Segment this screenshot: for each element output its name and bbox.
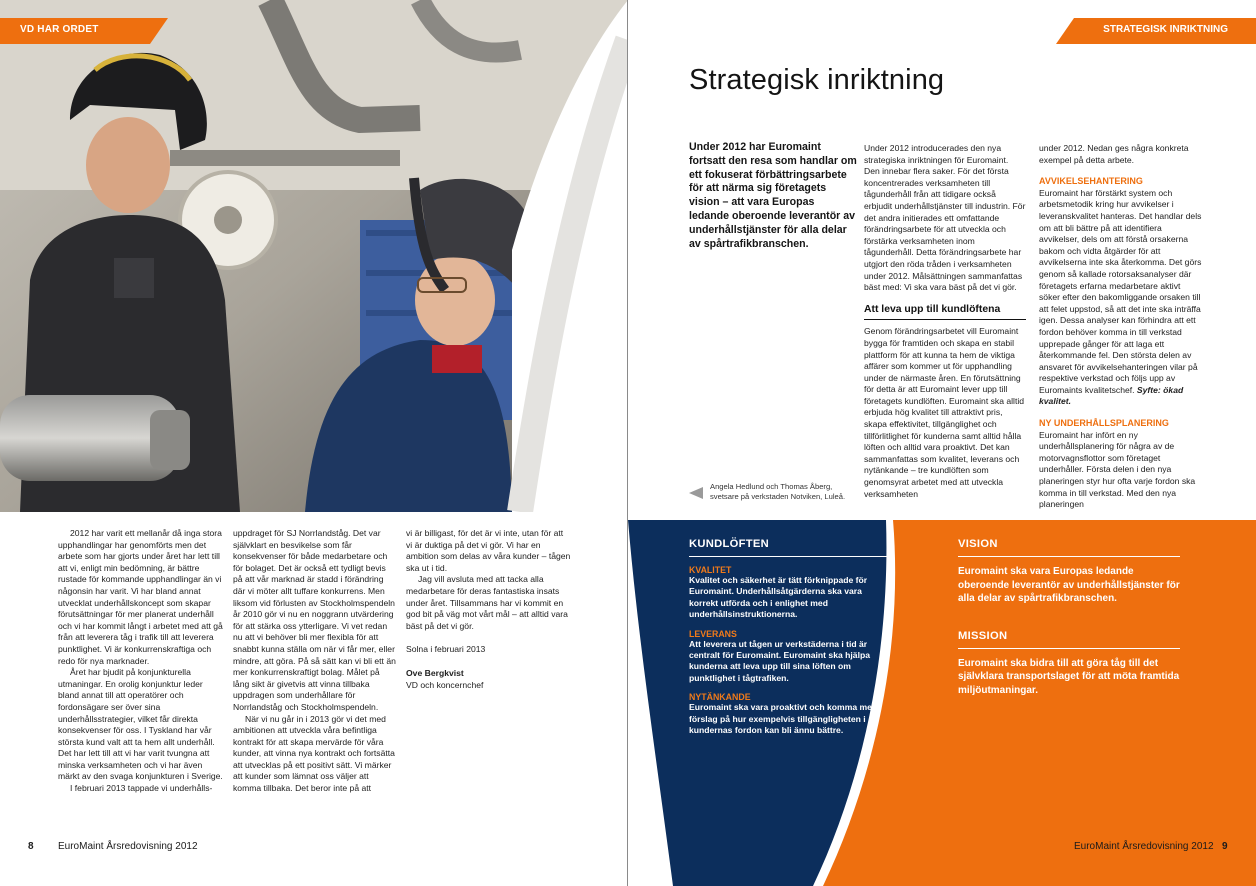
paragraph [1039,188,1203,408]
paragraph: Genom förändringsarbetet vill Euromaint bygga för framtiden och skapa en stabil plattform för att kunna ta hem de viktiga affärer som kommer ut för upphandling under de närmaste åren. En förutsättning för detta är att Euromaint lever upp till företagets kundlöften. Euromaint ska alltid erbjuda hög kvalitet till attraktivt pris, skapa effektivitet, tillgänglighet och tillförlitlighet för kunderna samt alltid hålla löften och alltid vara proaktivt. Det kan sammanfattas som kvalitet, leverans och nytänkande – tre kundlöften som genomsyrat arbetet med att utveckla verksamheten [864,326,1025,499]
section-tab-right [1056,18,1256,44]
promise-text: Kvalitet och säkerhet är tätt förknippade för Euromaint. Underhållsåtgärderna ska vara korrekt utförda och i enlighet med underhållsinstruktionerna. [689,575,868,620]
paragraph: Euromaint har infört en ny underhållsplanering för några av de motorvagnsflottor som företaget underhåller. Första delen i den nya planeringen styr hur ofta varje fordon ska komma in till verkstad. Med den nya planeringen [1039,429,1196,510]
signature-title: VD och koncernchef [406,679,484,690]
section-tab-left [0,18,168,44]
article-column-2 [1039,143,1203,511]
paragraph: vi är billigast, för det är vi inte, utan för att vi är duktiga på det vi gör. Vi har en ambition som delas av våra kunder – tågen ska ut i tid. [406,528,571,573]
subheading-avvikelse: AVVIKELSEHANTERING [1039,176,1143,187]
subheading: Att leva upp till kundlöftena [864,304,1026,321]
mission-title: MISSION [958,630,1180,649]
kundloften-title: KUNDLÖFTEN [689,538,889,557]
page-number-right: 9 [1222,841,1228,852]
section-tab-label: STRATEGISK INRIKTNING [1103,24,1228,35]
paragraph: 2012 har varit ett mellanår då inga stora upphandlingar har genomförts men det arbete som har gjorts under året har lett till att vi, enligt min bedömning, är bättre rustade för kommande upphandlingar än vi någonsin har varit. Vi har bland annat utvecklat underhållskoncept som skapar förutsättningar för mer planerat underhåll och vi har kommit långt i arbetet med att gå från att leverera tåg i trafik till att leverera punktlighet. Vi är konkurrenskraftiga och redo för nya marknader. [58,528,223,666]
page-title: Strategisk inriktning [689,64,945,96]
promise-text: Euromaint ska vara proaktivt och komma med förslag på hur exempelvis tillgängligheten i kundernas fordon kan bli ännu bättre. [689,702,878,736]
paragraph: I februari 2013 tappade vi underhålls- [70,783,213,794]
letter-column-1 [58,528,224,795]
mission-text: Euromaint ska bidra till att göra tåg till det självklara transportslaget för att möta framtida miljöutmaningar. [958,657,1180,696]
goal-text: Syfte: ökad kvalitet. [1039,384,1184,407]
vision-text: Euromaint ska vara Europas ledande oberoende leverantör av underhållstjänster för alla delar av spårtrafikbranschen. [958,566,1180,605]
paragraph: Under 2012 introducerades den nya strategiska inriktningen för Euromaint. Den innebar flera saker. För det första koncentrerades verksamheten till tågunderhåll från att tidigare också erbjudit underhållstjänster till industrin. För det andra initierades ett omfattande förändringsarbete för att utveckla och förstärka verksamheten inom tågunderhåll. Detta förändringsarbete har utgjort den röda tråden i verksamheten under 2012. Målsättningen sammanfattas bäst med: Vi ska vara bäst på det vi gör. [864,143,1026,293]
paragraph: Jag vill avsluta med att tacka alla medarbetare för deras fantastiska insats under året. Tillsammans har vi kommit en god bit på väg mot vårt mål – att alltid vara bäst på det vi gör. [406,574,568,631]
caption-arrow-icon [689,487,703,499]
welders-photo [0,0,628,512]
paragraph: uppdraget för SJ Norrlandståg. Det var självklart en besvikelse som får konsekvenser för både medarbetare och för bolaget. Det är också ett tydligt bevis på att vår marknad är stadd i förändring där vi möter allt tuffare konkurrens. Men liksom vid förlusten av Stockholmspendeln år 2010 gör vi nu en noggrann utvärdering för att stärka oss ytterligare. Vi vet redan nu att vi behöver bli mer flexibla för att snabbt kunna ställa om när vi får mer, eller mindre, att göra. På så sätt kan vi bli ett än mer konkurrenskraftigt bolag. Målet på lång sikt är givetvis att vinna tillbaka uppdragen som underhållare för Norrlandståg och Stockholmspendeln. [233,528,396,712]
promise-heading: LEVERANS [689,628,737,639]
letter-column-2 [233,528,397,795]
footer-right: EuroMaint Årsredovisning 2012 [1074,841,1214,852]
signature-name: Ove Bergkvist [406,667,464,678]
letter-column-3 [406,528,571,691]
paragraph: under 2012. Nedan ges några konkreta exempel på detta arbete. [1039,143,1189,165]
paragraph: När vi nu går in i 2013 gör vi det med ambitionen att utveckla våra befintliga kontrakt för att skapa mervärde för våra kunder, att vinna nya kontrakt och fortsätta att utvecklas på ett positivt sätt. Vi märker att kunder som lämnat oss väljer att komma tillbaka. Det beror inte på att [233,713,395,794]
section-tab-label: VD HAR ORDET [20,24,99,35]
promise-heading: NYTÄNKANDE [689,692,751,703]
article-column-1 [864,143,1026,500]
workshop-photo-illustration [0,0,628,512]
promise-panels [628,520,1256,886]
paragraph-text: Euromaint har förstärkt system och arbetsmetodik kring hur avvikelser i leveranskvalitet hanteras. Det handlar dels om att bli bättre på att identifiera avvikelser, dels om att förstå orsakerna bakom och vidta åtgärder för att avvikelserna inte ska återkomma. Det görs genom så kallade rotorsaksanalyser där företagets erfarna medarbetare aktivt söker efter den bakomliggande orsaken till att felet uppstod, så att det inte ska inträffa igen. Dessa analyser kan förhindra att ett fordon behöver komma in till verkstad upprepade gånger för att laga ett återkommande fel. Den största delen av ansvaret för avvikelsehanteringen vilar på respektive verkstad och följs upp av Euromaints kvalitetschef. [1039,187,1202,395]
photo-caption: Angela Hedlund och Thomas Åberg, svetsare på verkstaden Notviken, Luleå. [710,482,846,502]
page-number-left: 8 [28,841,34,852]
subheading-underhallsplanering: NY UNDERHÅLLSPLANERING [1039,418,1169,429]
footer-left: EuroMaint Årsredovisning 2012 [58,841,198,852]
signature-place: Solna i februari 2013 [406,644,486,655]
promise-text: Att leverera ut tågen ur verkstäderna i tid är centralt för Euromaint. Euromaint ska hjälpa kunderna att leva upp till sina löften om punktlighet i tågtrafiken. [689,638,870,683]
kundloften-box [689,538,889,736]
vision-mission-box [958,538,1180,698]
right-page [628,0,1256,886]
ingress-text: Under 2012 har Euromaint fortsatt den resa som handlar om ett fokuserat förbättringsarbete för att närma sig företagets vision – att vara Europas ledande oberoende leverantör av underhållstjänster för alla delar av spårtrafikbranschen. [689,141,857,250]
promise-heading: KVALITET [689,565,732,575]
paragraph: Året har bjudit på konjunkturella utmaningar. En orolig konjunktur leder bland annat till att operatörer och fordonsägare ser över sina underhållsstrategier, vilket får direkta konsekvenser för oss. I Tyskland har vår största kund valt att ta hem allt underhåll. Det har lett till att vi har varit tvungna att minska verksamheten och vi har även märkt av den svaga konjunkturen i Sverige. [58,667,223,782]
vision-title: VISION [958,538,1180,557]
